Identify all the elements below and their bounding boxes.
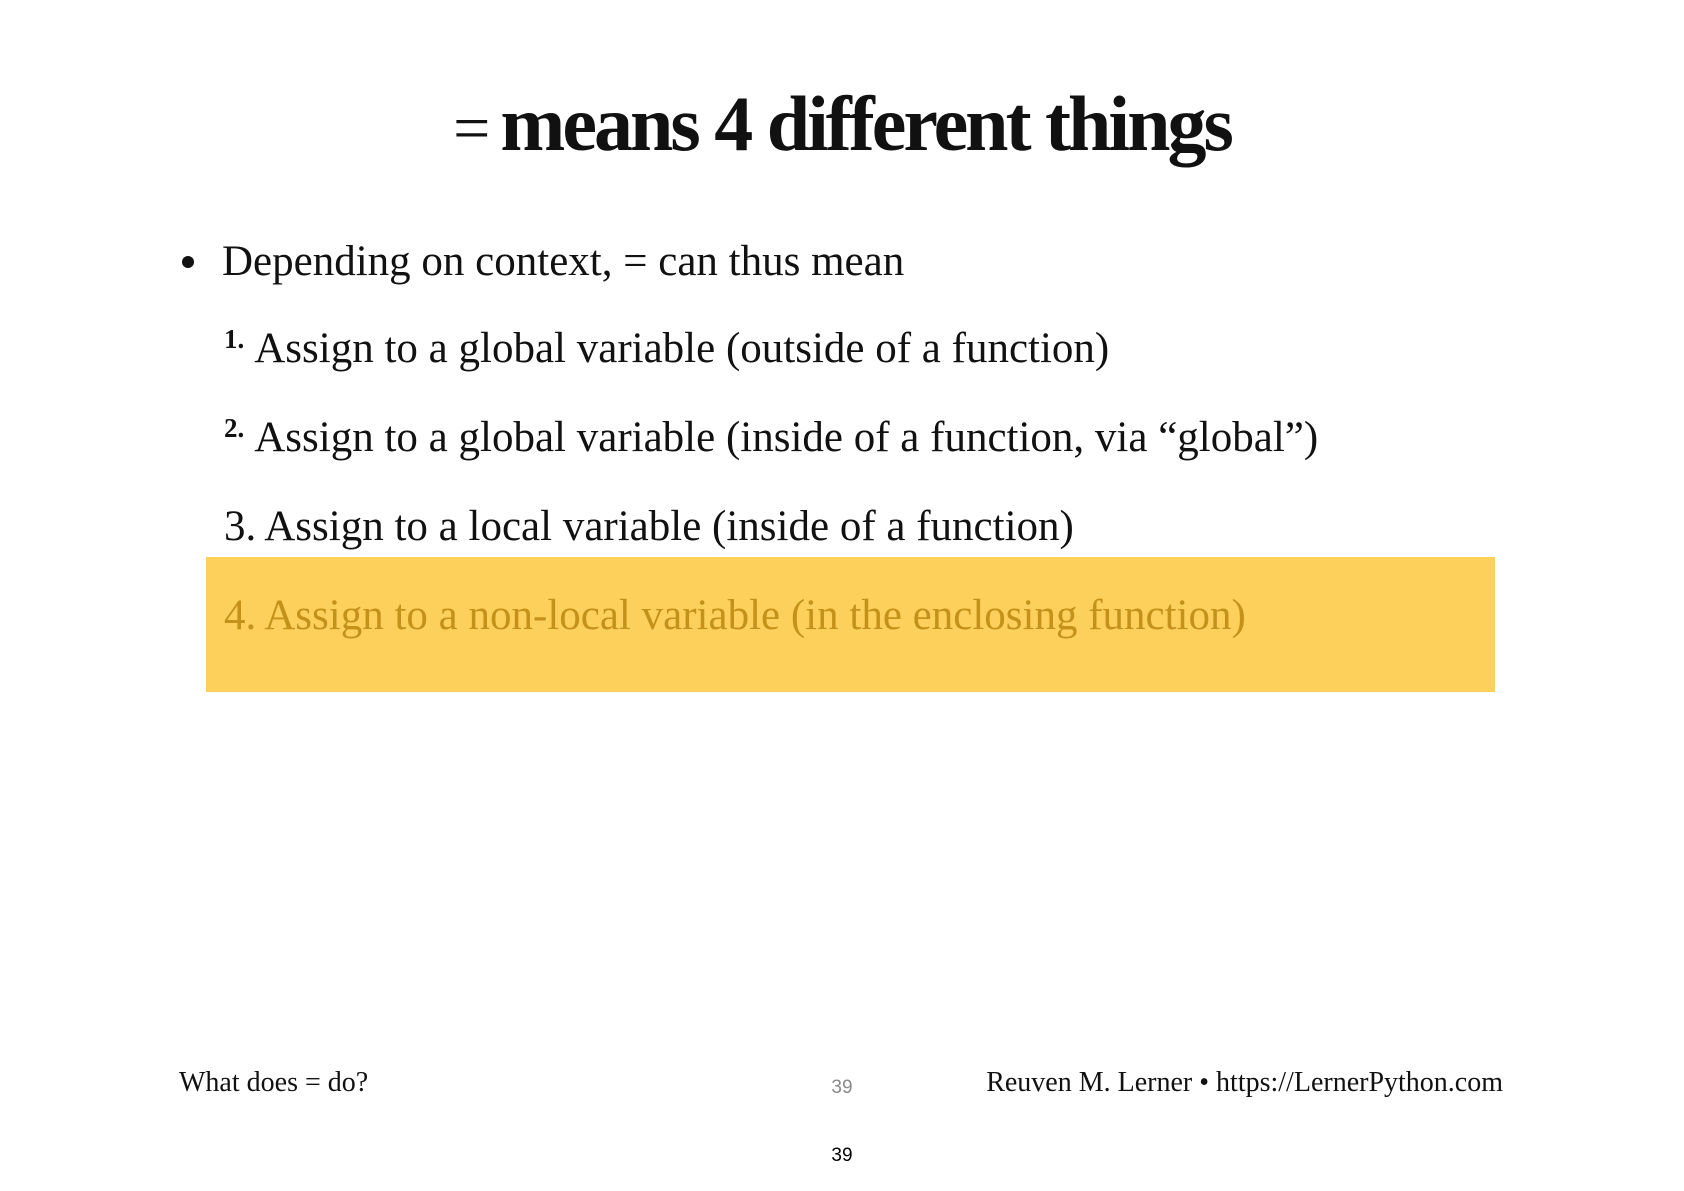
page-number: 39 [831,1145,853,1166]
list-item-text: Assign to a local variable (inside of a function) [264,503,1074,550]
list-item-text: Assign to a global variable (inside of a function, via “global”) [254,414,1319,461]
list-item-text: Assign to a non-local variable (in the enclosing function) [264,592,1246,639]
list-item [224,321,1109,377]
footer-slide-number: 39 [831,1077,853,1098]
list-item-number: 2. [224,413,245,443]
bullet-dot-icon [182,256,194,268]
footer-author: Reuven M. Lerner • https://LernerPython.com [986,1067,1503,1098]
list-item-number: 4. [224,592,257,639]
list-item-highlighted [224,588,1246,644]
slide-title [0,74,1684,174]
title-equals-symbol: = [453,92,491,165]
bullet-item [182,234,904,290]
list-item-number: 3. [224,503,257,550]
list-item [224,499,1074,555]
title-text: means 4 different things [500,80,1231,167]
list-item-number: 1. [224,324,245,354]
footer-section-title: What does = do? [179,1067,369,1098]
bullet-text: Depending on context, = can thus mean [222,238,905,285]
list-item-text: Assign to a global variable (outside of a function) [254,325,1110,372]
list-item [224,410,1318,466]
